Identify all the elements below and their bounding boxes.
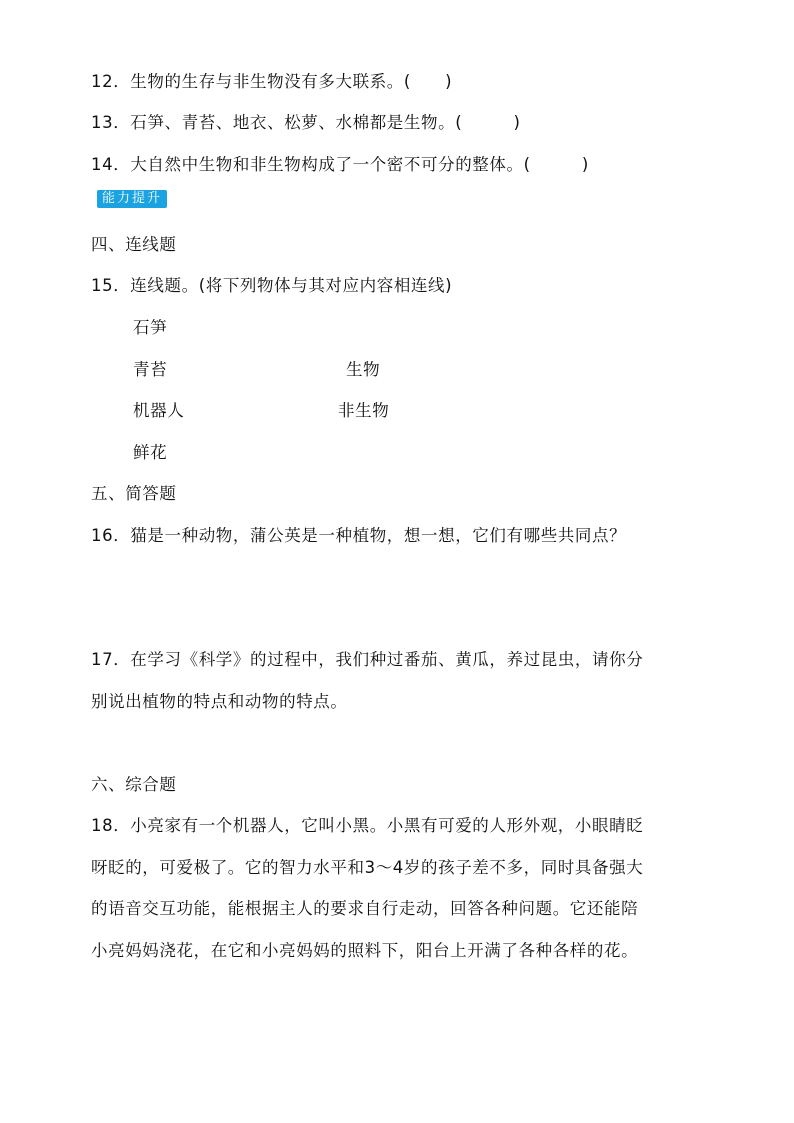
question-15: 15．连线题。(将下列物体与其对应内容相连线) xyxy=(91,276,453,295)
match-left-item: 青苔 xyxy=(133,360,168,379)
ability-badge: 能力提升 xyxy=(97,190,167,208)
match-left-item: 鲜花 xyxy=(133,443,168,462)
question-18-line-1: 18．小亮家有一个机器人，它叫小黑。小黑有可爱的人形外观，小眼睛眨 xyxy=(91,816,644,835)
question-16: 16．猫是一种动物，蒲公英是一种植物，想一想，它们有哪些共同点？ xyxy=(91,526,627,545)
question-18-line-3: 的语音交互功能，能根据主人的要求自行走动，回答各种问题。它还能陪 xyxy=(91,899,639,918)
section-5-heading: 五、简答题 xyxy=(91,484,177,503)
question-18-line-2: 呀眨的，可爱极了。它的智力水平和3～4岁的孩子差不多，同时具备强大 xyxy=(91,858,644,877)
question-18-line-4: 小亮妈妈浇花，在它和小亮妈妈的照料下，阳台上开满了各种各样的花。 xyxy=(91,941,639,960)
question-17-line-1: 17．在学习《科学》的过程中，我们种过番茄、黄瓜，养过昆虫，请你分 xyxy=(91,650,644,669)
section-4-heading: 四、连线题 xyxy=(91,235,177,254)
match-right-item: 生物 xyxy=(346,360,381,379)
question-14: 14．大自然中生物和非生物构成了一个密不可分的整体。( ) xyxy=(91,155,589,174)
match-left-item: 机器人 xyxy=(133,401,185,420)
question-12: 12．生物的生存与非生物没有多大联系。( ) xyxy=(91,72,453,91)
match-right-item: 非生物 xyxy=(338,401,390,420)
question-17-line-2: 别说出植物的特点和动物的特点。 xyxy=(91,692,348,711)
question-13: 13．石笋、青苔、地衣、松萝、水棉都是生物。( ) xyxy=(91,113,521,132)
match-left-item: 石笋 xyxy=(133,318,168,337)
section-6-heading: 六、综合题 xyxy=(91,775,177,794)
